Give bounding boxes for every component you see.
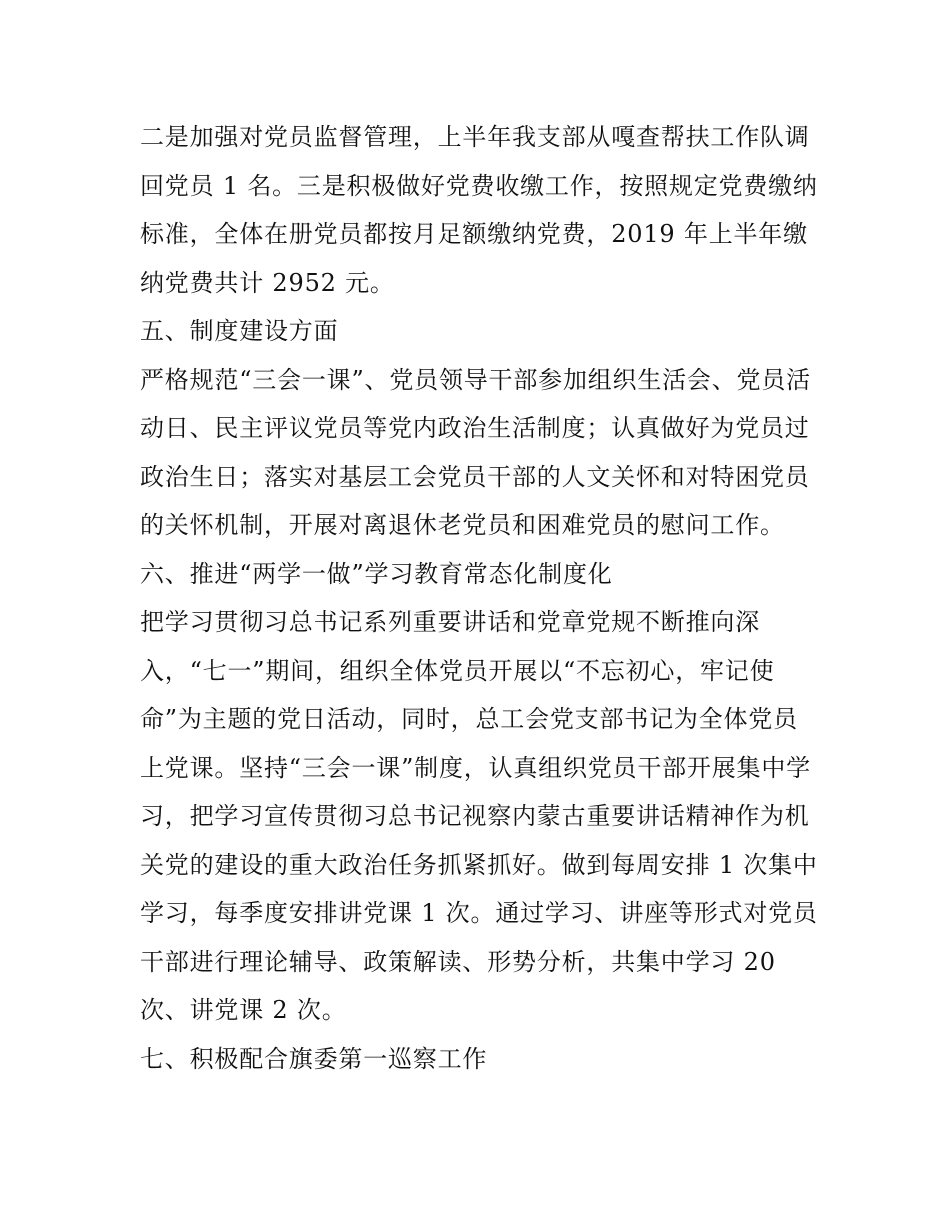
document-body: [140, 113, 840, 1083]
section-heading: 五、制度建设方面: [140, 317, 339, 345]
text-line: 入，“七一”期间，组织全体党员开展以“不忘初心，牢记使: [140, 656, 775, 685]
text-line: 二是加强对党员监督管理，上半年我支部从嘎查帮扶工作队调: [140, 123, 810, 151]
text-line: 严格规范“三会一课”、党员领导干部参加组织生活会、党员活: [140, 365, 811, 394]
text-line: 动日、民主评议党员等党内政治生活制度；认真做好为党员过: [140, 414, 810, 442]
text-line: 标准，全体在册党员都按月足额缴纳党费，2019 年上半年缴: [140, 220, 808, 248]
section-heading: 七、积极配合旗委第一巡察工作: [140, 1044, 488, 1073]
section-heading: 六、推进“两学一做”学习教育常态化制度化: [140, 559, 613, 588]
text-line: 纳党费共计 2952 元。: [140, 268, 395, 297]
text-line: 次、讲党课 2 次。: [140, 996, 347, 1024]
text-line: 命”为主题的党日活动，同时，总工会党支部书记为全体党员: [140, 705, 798, 733]
text-line: 学习，每季度安排讲党课 1 次。通过学习、讲座等形式对党员: [140, 899, 818, 927]
text-line: 干部进行理论辅导、政策解读、形势分析，共集中学习 20: [140, 947, 776, 976]
text-line: 关党的建设的重大政治任务抓紧抓好。做到每周安排 1 次集中: [140, 850, 818, 879]
text-line: 回党员 1 名。三是积极做好党费收缴工作，按照规定党费缴纳: [140, 171, 818, 200]
text-line: 政治生日；落实对基层工会党员干部的人文关怀和对特困党员: [140, 462, 810, 491]
text-line: 上党课。坚持“三会一课”制度，认真组织党员干部开展集中学: [140, 753, 811, 782]
text-line: 习，把学习宣传贯彻习总书记视察内蒙古重要讲话精神作为机: [140, 802, 810, 830]
text-line: 的关怀机制，开展对离退休老党员和困难党员的慰问工作。: [140, 511, 785, 539]
text-line: 把学习贯彻习总书记系列重要讲话和党章党规不断推向深: [140, 608, 760, 636]
